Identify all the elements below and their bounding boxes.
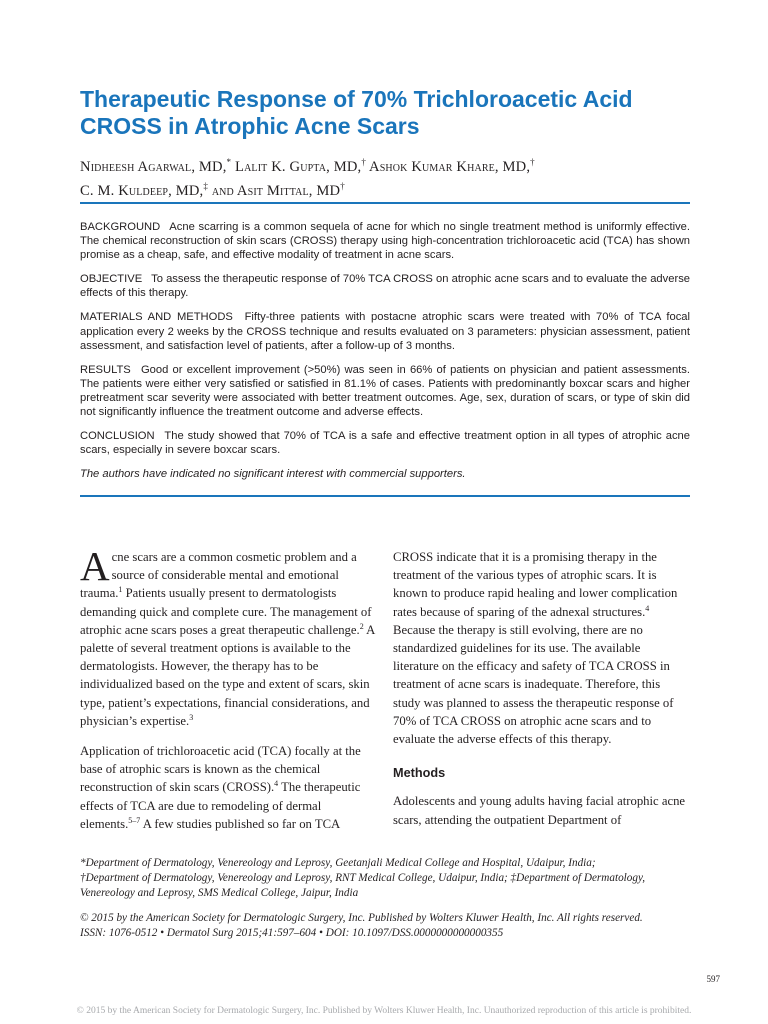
drop-cap: A	[80, 543, 110, 589]
abstract	[80, 220, 690, 491]
abstract-methods: MATERIALS AND METHODS Fifty-three patients with postacne atrophic scars were treated with 70% of TCA focal application every 2 weeks by the CROSS technique and results evaluated on 3 parameters: physician assessment, patient assessment, and satisfaction level of patients, after a follow-up of 3 months.	[80, 311, 690, 352]
author-name: Lalit K. Gupta, MD,	[235, 158, 362, 175]
citation-ref: 4	[645, 603, 650, 613]
abstract-conclusion: CONCLUSION The study showed that 70% of TCA is a safe and effective treatment option in all types of atrophic acne scars, especially in severe boxcar scars.	[80, 430, 691, 457]
citation-ref: 3	[189, 712, 194, 722]
affiliation-note: †Department of Dermatology, Venereology and Leprosy, RNT Medical College, Udaipur, India; ‡Department of Dermatology, Venereology and Leprosy, SMS Medical College, Jaipur, India	[80, 872, 646, 899]
author-list	[80, 153, 720, 202]
author-name: and Asit Mittal, MD	[211, 183, 341, 200]
body-paragraph: Acne scars are a common cosmetic problem and a source of considerable mental and emotional trauma.$^1$ Patients usually present to dermatologists demanding quick and complete cure. The management of atrophic acne scars poses a great therapeutic challenge.$^2$ A palette of several treatment options is available to the dermatologists. However, the therapy has to be individualized based on the type and extent of scars, skin type, patient’s expectations, financial considerations, and physician’s expertise.$^3$	[80, 543, 375, 728]
body-column-right	[393, 548, 689, 841]
page-footer: © 2015 by the American Society for Dermatologic Surgery, Inc. Published by Wolters Kluwer Health, Inc. Unauthorized reproduction of this article is prohibited.	[76, 1006, 692, 1016]
affiliation-mark: *	[226, 157, 232, 167]
body-paragraph: CROSS indicate that it is a promising therapy in the treatment of the various types of atrophic scars. It is known to produce rapid healing and lower complication rates because of sparing of the adnexal structures.$^4$ Because the therapy is still evolving, there are no standardized guidelines for its use. The available literature on the efficacy and safety of TCA CROSS in treatment of acne scars is inadequate. Therefore, this study was planned to assess the therapeutic response of 70% of TCA CROSS on atrophic acne scars and to evaluate the adverse effects of this therapy.	[393, 550, 678, 747]
section-label: MATERIALS AND METHODS	[80, 311, 233, 324]
section-label: OBJECTIVE	[80, 273, 143, 286]
abstract-top-rule	[80, 202, 690, 204]
abstract-results: RESULTS Good or excellent improvement (>50%) was seen in 66% of patients on physician and patient assessments. The patients were either very satisfied or satisfied in 81.1% of cases. Patients with predominantly boxcar scars and higher pretreatment scar severity were associated with better treatment outcomes. Age, sex, duration of scars, or type of skin did not significantly influence the treatment outcome and adverse effects.	[80, 363, 690, 419]
body-column-left	[80, 543, 376, 845]
affiliation-mark: †	[340, 181, 345, 192]
section-label: RESULTS	[80, 363, 131, 376]
author-name: Nidheesh Agarwal, MD,	[80, 158, 227, 175]
abstract-bottom-rule	[80, 495, 690, 497]
author-name: Ashok Kumar Khare, MD,	[369, 158, 531, 175]
author-name: C. M. Kuldeep, MD,	[80, 183, 204, 200]
citation-ref: 2	[359, 621, 364, 631]
copyright-note: © 2015 by the American Society for Dermatologic Surgery, Inc. Published by Wolters Kluwer Health, Inc. All rights reserved.	[80, 912, 643, 924]
disclosure-statement: The authors have indicated no significant interest with commercial supporters.	[80, 468, 466, 481]
affiliation-mark: †	[530, 157, 535, 167]
abstract-background: BACKGROUND Acne scarring is a common sequela of acne for which no single treatment method is uniformly effective. The chemical reconstruction of skin scars (CROSS) therapy using high-concentration trichloroacetic acid (TCA) has shown promise as a cheap, safe, and effective modality of treatment in acne scars.	[80, 221, 690, 262]
citation-ref: 1	[118, 585, 123, 595]
citation-ref: 4	[274, 779, 279, 789]
citation-info: ISSN: 1076-0512 • Dermatol Surg 2015;41:597–604 • DOI: 10.1097/DSS.0000000000000355	[80, 927, 504, 939]
section-label: CONCLUSION	[80, 430, 155, 443]
article-title: Therapeutic Response of 70% Trichloroacetic Acid CROSS in Atrophic Acne Scars	[80, 86, 633, 139]
affiliation-mark: ‡	[203, 181, 208, 192]
affiliation-note: *Department of Dermatology, Venereology and Leprosy, Geetanjali Medical College and Hospital, Udaipur, India;	[80, 857, 596, 869]
footnotes	[80, 856, 700, 941]
affiliation-mark: †	[361, 157, 366, 167]
body-paragraph: Application of trichloroacetic acid (TCA) focally at the base of atrophic scars is known as the chemical reconstruction of skin scars (CROSS).$^4$ The therapeutic effects of TCA are due to remodeling of dermal elements.$^{5-7}$ A few studies published so far on TCA	[80, 744, 361, 831]
section-label: BACKGROUND	[80, 221, 161, 233]
citation-ref: 5–7	[128, 815, 141, 825]
page-number: 597	[706, 974, 720, 984]
section-heading-methods: Methods	[393, 766, 446, 781]
abstract-objective: OBJECTIVE To assess the therapeutic response of 70% TCA CROSS on atrophic acne scars and to evaluate the adverse effects of this therapy.	[80, 273, 691, 300]
body-paragraph: Adolescents and young adults having facial atrophic acne scars, attending the outpatient Department of	[393, 794, 686, 827]
